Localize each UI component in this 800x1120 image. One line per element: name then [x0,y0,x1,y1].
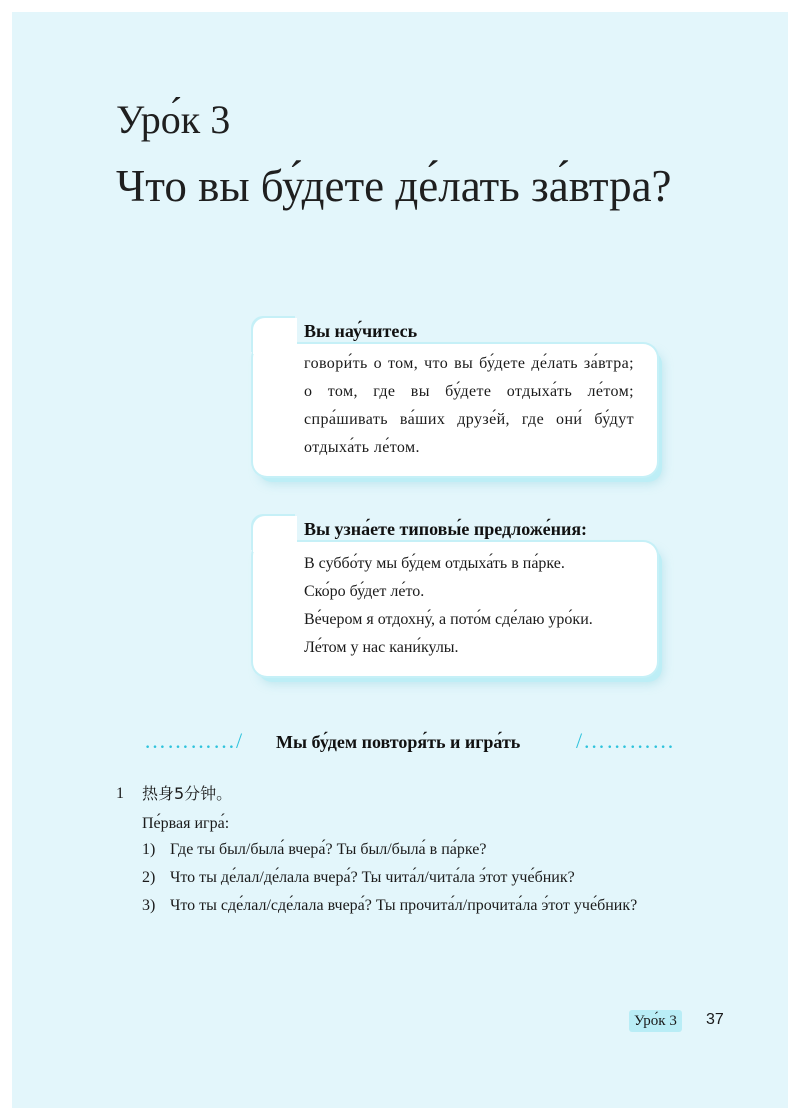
patterns-card-tab [253,516,297,552]
question-item [142,894,637,922]
game-title: Пе́рвая игра́: [142,815,230,832]
lesson-label: Уро́к 3 [116,97,231,142]
question-list [142,838,637,922]
section-title: Мы бу́дем повторя́ть и игра́ть [276,732,521,752]
pattern-sentence: В суббо́ту мы бу́дем отдыха́ть в па́рке. [304,555,565,572]
question-item [142,838,637,866]
pattern-sentence: Ско́ро бу́дет ле́то. [304,583,425,600]
learn-card [253,344,657,476]
question-item [142,866,637,894]
learn-card-text: говори́ть о том, что вы бу́дете де́лать за́втра; о том, где вы бу́дете отдыха́ть ле́том; спра́шивать ва́ших друзе́й, где они́ бу́дут отдыха́ть ле́том. [304,355,634,456]
exercise-number: 1 [116,785,124,802]
pattern-sentence: Ве́чером я отдохну́, а пото́м сде́лаю уро́ки. [304,611,593,628]
question-number: 2) [142,869,156,886]
patterns-list [304,550,593,662]
section-dots-left: …………/ [144,728,244,753]
patterns-card [253,542,657,676]
page-number: 37 [706,1011,724,1028]
patterns-card-heading: Вы узна́ете типовы́е предложе́ния: [304,519,588,539]
exercise-instruction: 热身5分钟。 [142,784,233,803]
lesson-title: Что вы бу́дете де́лать за́втра? [116,161,672,211]
question-text: Где ты был/была́ вчера́? Ты был/была́ в па́рке? [170,841,487,858]
learn-card-tab [253,318,297,354]
footer-lesson-badge: Уро́к 3 [629,1010,682,1032]
pattern-sentence: Ле́том у нас кани́кулы. [304,639,459,656]
question-number: 3) [142,897,156,914]
question-text: Что ты сде́лал/сде́лала вчера́? Ты прочита́л/прочита́ла э́тот уче́бник? [170,897,638,914]
section-dots-right: /………… [576,728,676,753]
question-text: Что ты де́лал/де́лала вчера́? Ты чита́л/чита́ла э́тот уче́бник? [170,869,575,886]
section-bar [144,726,704,758]
learn-card-heading: Вы нау́читесь [304,321,418,341]
question-number: 1) [142,841,156,858]
